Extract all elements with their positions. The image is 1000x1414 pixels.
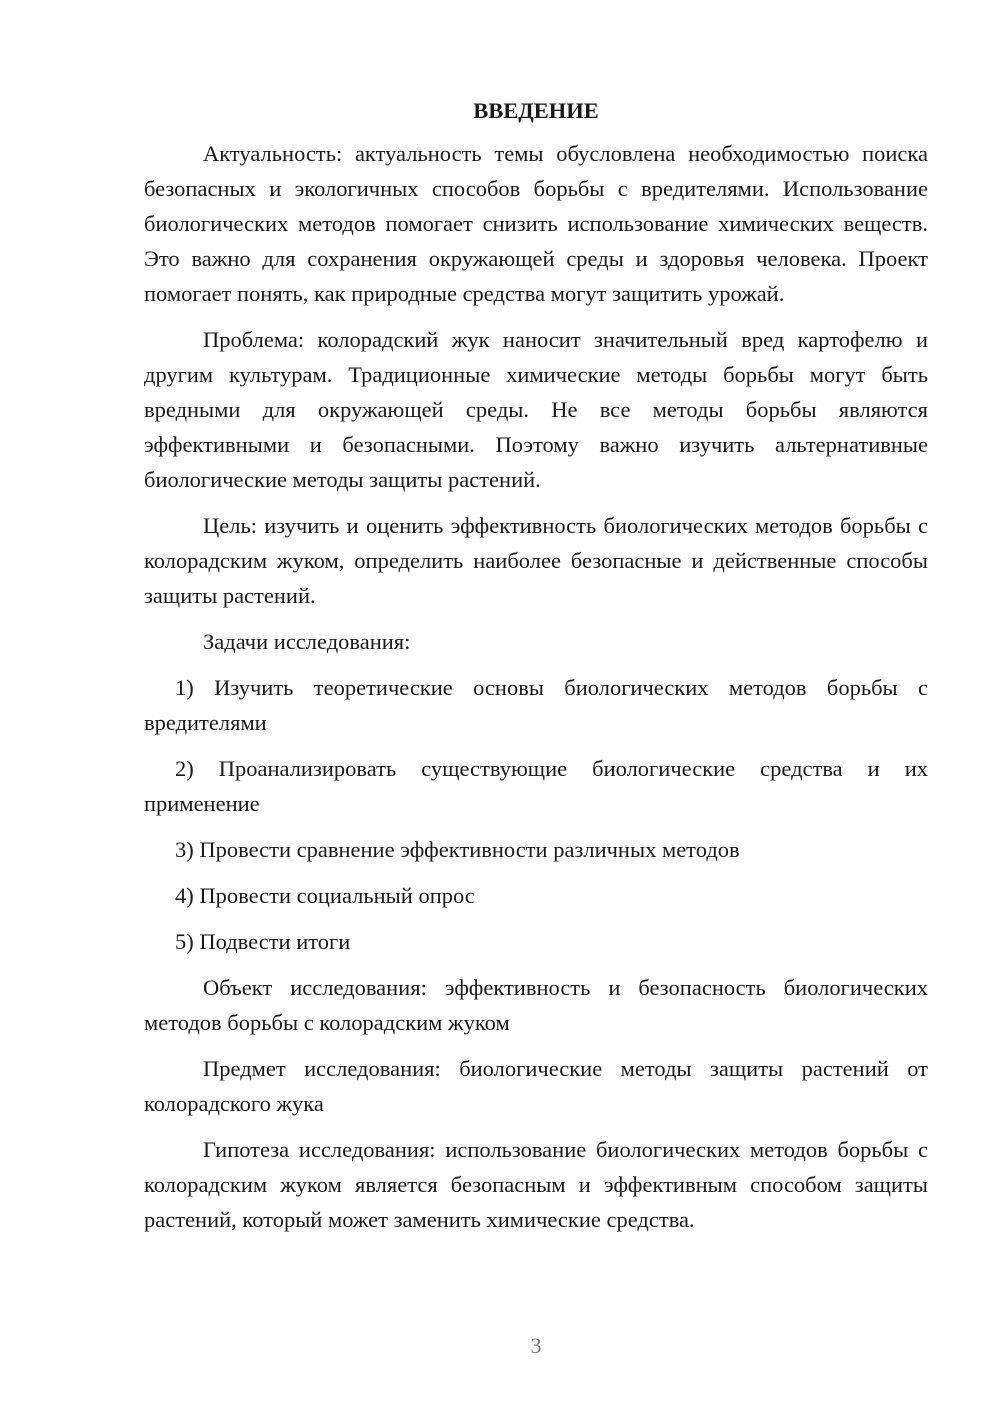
- paragraph-problem: Проблема: колорадский жук наносит значительный вред картофелю и другим культурам. Традиционные химические методы борьбы могут быть вредными для окружающей среды. Не все методы борьбы являются эффективными и безопасными. Поэтому важно изучить альтернативные биологические методы защиты растений.: [144, 327, 928, 492]
- document-body: [144, 96, 928, 1248]
- list-item: 2) Проанализировать существующие биологические средства и их применение: [144, 756, 928, 816]
- paragraph-object: Объект исследования: эффективность и безопасность биологических методов борьбы с колорадским жуком: [144, 975, 928, 1035]
- paragraph-relevance: Актуальность: актуальность темы обусловлена необходимостью поиска безопасных и экологичных способов борьбы с вредителями. Использование биологических методов помогает снизить использование химических веществ. Это важно для сохранения окружающей среды и здоровья человека. Проект помогает понять, как природные средства могут защитить урожай.: [144, 141, 928, 306]
- list-item: 4) Провести социальный опрос: [175, 883, 475, 908]
- list-item: 3) Провести сравнение эффективности различных методов: [175, 837, 740, 862]
- list-item: 1) Изучить теоретические основы биологических методов борьбы с вредителями: [144, 675, 928, 735]
- page-number: 3: [530, 1333, 542, 1358]
- tasks-heading: Задачи исследования:: [203, 629, 411, 654]
- tasks-list: [144, 670, 928, 959]
- list-item: 5) Подвести итоги: [175, 929, 351, 954]
- paragraph-hypothesis: Гипотеза исследования: использование биологических методов борьбы с колорадским жуком является безопасным и эффективным способом защиты растений, который может заменить химические средства.: [144, 1137, 928, 1232]
- section-title: ВВЕДЕНИЕ: [473, 98, 599, 123]
- paragraph-subject: Предмет исследования: биологические методы защиты растений от колорадского жука: [144, 1056, 928, 1116]
- paragraph-goal: Цель: изучить и оценить эффективность биологических методов борьбы с колорадским жуком, определить наиболее безопасные и действенные способы защиты растений.: [144, 513, 928, 608]
